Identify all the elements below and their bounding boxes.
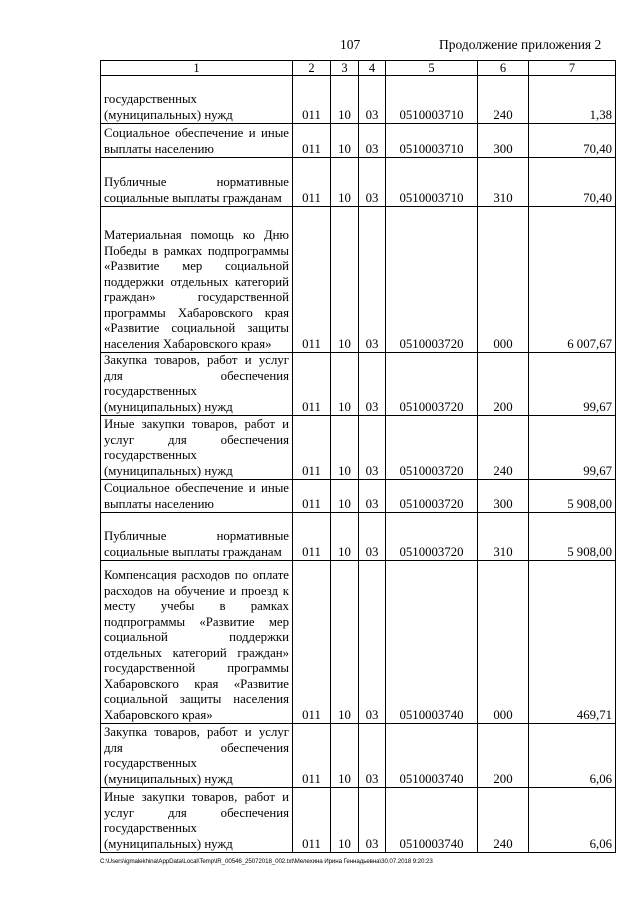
table-row [101, 788, 616, 853]
cell-subsection: 03 [359, 788, 386, 853]
table-row [101, 724, 616, 788]
cell-amount: 469,71 [529, 561, 616, 724]
cell-section: 10 [331, 561, 359, 724]
cell-amount: 5 908,00 [529, 513, 616, 561]
cell-section: 10 [331, 207, 359, 353]
column-header: 6 [478, 61, 529, 76]
cell-subsection: 03 [359, 480, 386, 513]
cell-amount: 6 007,67 [529, 207, 616, 353]
cell-ministry: 011 [293, 561, 331, 724]
document-path-footer: C:\Users\igmalekhina\AppData\Local\Temp\IR_00546_25072018_002.txt\Мелехина Ирина Геннадьевна\30.07.2018 9:20:23 [100, 858, 433, 865]
row-name: Закупка товаров, работ и услуг для обеспечения государственных (муниципальных) нужд [101, 353, 293, 416]
cell-subsection: 03 [359, 158, 386, 207]
cell-target: 0510003740 [386, 561, 478, 724]
row-name: Материальная помощь ко Дню Победы в рамках подпрограммы «Развитие мер социальной поддержки отдельных категорий граждан» государственной программы Хабаровского края «Развитие социальной защиты населения Хабаровского края» [101, 207, 293, 353]
cell-target: 0510003710 [386, 158, 478, 207]
cell-expense-type: 240 [478, 416, 529, 480]
cell-amount: 70,40 [529, 158, 616, 207]
column-header: 2 [293, 61, 331, 76]
row-name: Публичные нормативные социальные выплаты гражданам [101, 513, 293, 561]
table-row [101, 353, 616, 416]
cell-subsection: 03 [359, 416, 386, 480]
table-row [101, 158, 616, 207]
cell-amount: 5 908,00 [529, 480, 616, 513]
continuation-title: Продолжение приложения 2 [439, 37, 602, 52]
column-header: 4 [359, 61, 386, 76]
column-header: 7 [529, 61, 616, 76]
table-row [101, 480, 616, 513]
cell-target: 0510003710 [386, 124, 478, 158]
cell-expense-type: 000 [478, 207, 529, 353]
column-header: 3 [331, 61, 359, 76]
cell-subsection: 03 [359, 561, 386, 724]
cell-target: 0510003710 [386, 76, 478, 124]
table-header-row [101, 61, 616, 76]
cell-target: 0510003720 [386, 207, 478, 353]
cell-section: 10 [331, 724, 359, 788]
cell-expense-type: 300 [478, 480, 529, 513]
cell-ministry: 011 [293, 353, 331, 416]
cell-ministry: 011 [293, 158, 331, 207]
cell-expense-type: 240 [478, 76, 529, 124]
cell-ministry: 011 [293, 513, 331, 561]
cell-section: 10 [331, 158, 359, 207]
table-row [101, 76, 616, 124]
table-row [101, 561, 616, 724]
cell-subsection: 03 [359, 124, 386, 158]
cell-ministry: 011 [293, 124, 331, 158]
row-name: Иные закупки товаров, работ и услуг для обеспечения государственных (муниципальных) нужд [101, 416, 293, 480]
row-name: Социальное обеспечение и иные выплаты населению [101, 124, 293, 158]
row-name: государственных (муниципальных) нужд [101, 76, 293, 124]
column-header: 1 [101, 61, 293, 76]
cell-expense-type: 300 [478, 124, 529, 158]
cell-target: 0510003740 [386, 724, 478, 788]
cell-amount: 6,06 [529, 724, 616, 788]
cell-subsection: 03 [359, 724, 386, 788]
cell-target: 0510003720 [386, 416, 478, 480]
page-number: 107 [340, 37, 361, 52]
cell-target: 0510003720 [386, 513, 478, 561]
cell-ministry: 011 [293, 724, 331, 788]
cell-subsection: 03 [359, 513, 386, 561]
row-name: Иные закупки товаров, работ и услуг для обеспечения государственных (муниципальных) нужд [101, 788, 293, 853]
row-name: Закупка товаров, работ и услуг для обеспечения государственных (муниципальных) нужд [101, 724, 293, 788]
cell-amount: 99,67 [529, 416, 616, 480]
table-row [101, 124, 616, 158]
cell-expense-type: 310 [478, 513, 529, 561]
table-row [101, 513, 616, 561]
cell-amount: 99,67 [529, 353, 616, 416]
cell-section: 10 [331, 124, 359, 158]
cell-expense-type: 200 [478, 353, 529, 416]
budget-table [100, 60, 616, 853]
row-name: Публичные нормативные социальные выплаты гражданам [101, 158, 293, 207]
cell-subsection: 03 [359, 76, 386, 124]
row-name: Социальное обеспечение и иные выплаты населению [101, 480, 293, 513]
cell-ministry: 011 [293, 76, 331, 124]
row-name: Компенсация расходов по оплате расходов на обучение и проезд к месту учебы в рамках подпрограммы «Развитие мер социальной поддержки отдельных категорий граждан» государственной программы Хабаровского края «Развитие социальной защиты населения Хабаровского края» [101, 561, 293, 724]
table-row [101, 416, 616, 480]
cell-target: 0510003720 [386, 480, 478, 513]
cell-section: 10 [331, 480, 359, 513]
cell-section: 10 [331, 788, 359, 853]
cell-expense-type: 240 [478, 788, 529, 853]
cell-ministry: 011 [293, 480, 331, 513]
cell-expense-type: 000 [478, 561, 529, 724]
cell-expense-type: 310 [478, 158, 529, 207]
cell-ministry: 011 [293, 788, 331, 853]
table-row [101, 207, 616, 353]
cell-subsection: 03 [359, 353, 386, 416]
cell-ministry: 011 [293, 207, 331, 353]
cell-subsection: 03 [359, 207, 386, 353]
cell-section: 10 [331, 76, 359, 124]
cell-ministry: 011 [293, 416, 331, 480]
cell-target: 0510003720 [386, 353, 478, 416]
cell-section: 10 [331, 513, 359, 561]
cell-amount: 70,40 [529, 124, 616, 158]
cell-amount: 6,06 [529, 788, 616, 853]
cell-amount: 1,38 [529, 76, 616, 124]
column-header: 5 [386, 61, 478, 76]
cell-target: 0510003740 [386, 788, 478, 853]
cell-section: 10 [331, 416, 359, 480]
cell-section: 10 [331, 353, 359, 416]
cell-expense-type: 200 [478, 724, 529, 788]
